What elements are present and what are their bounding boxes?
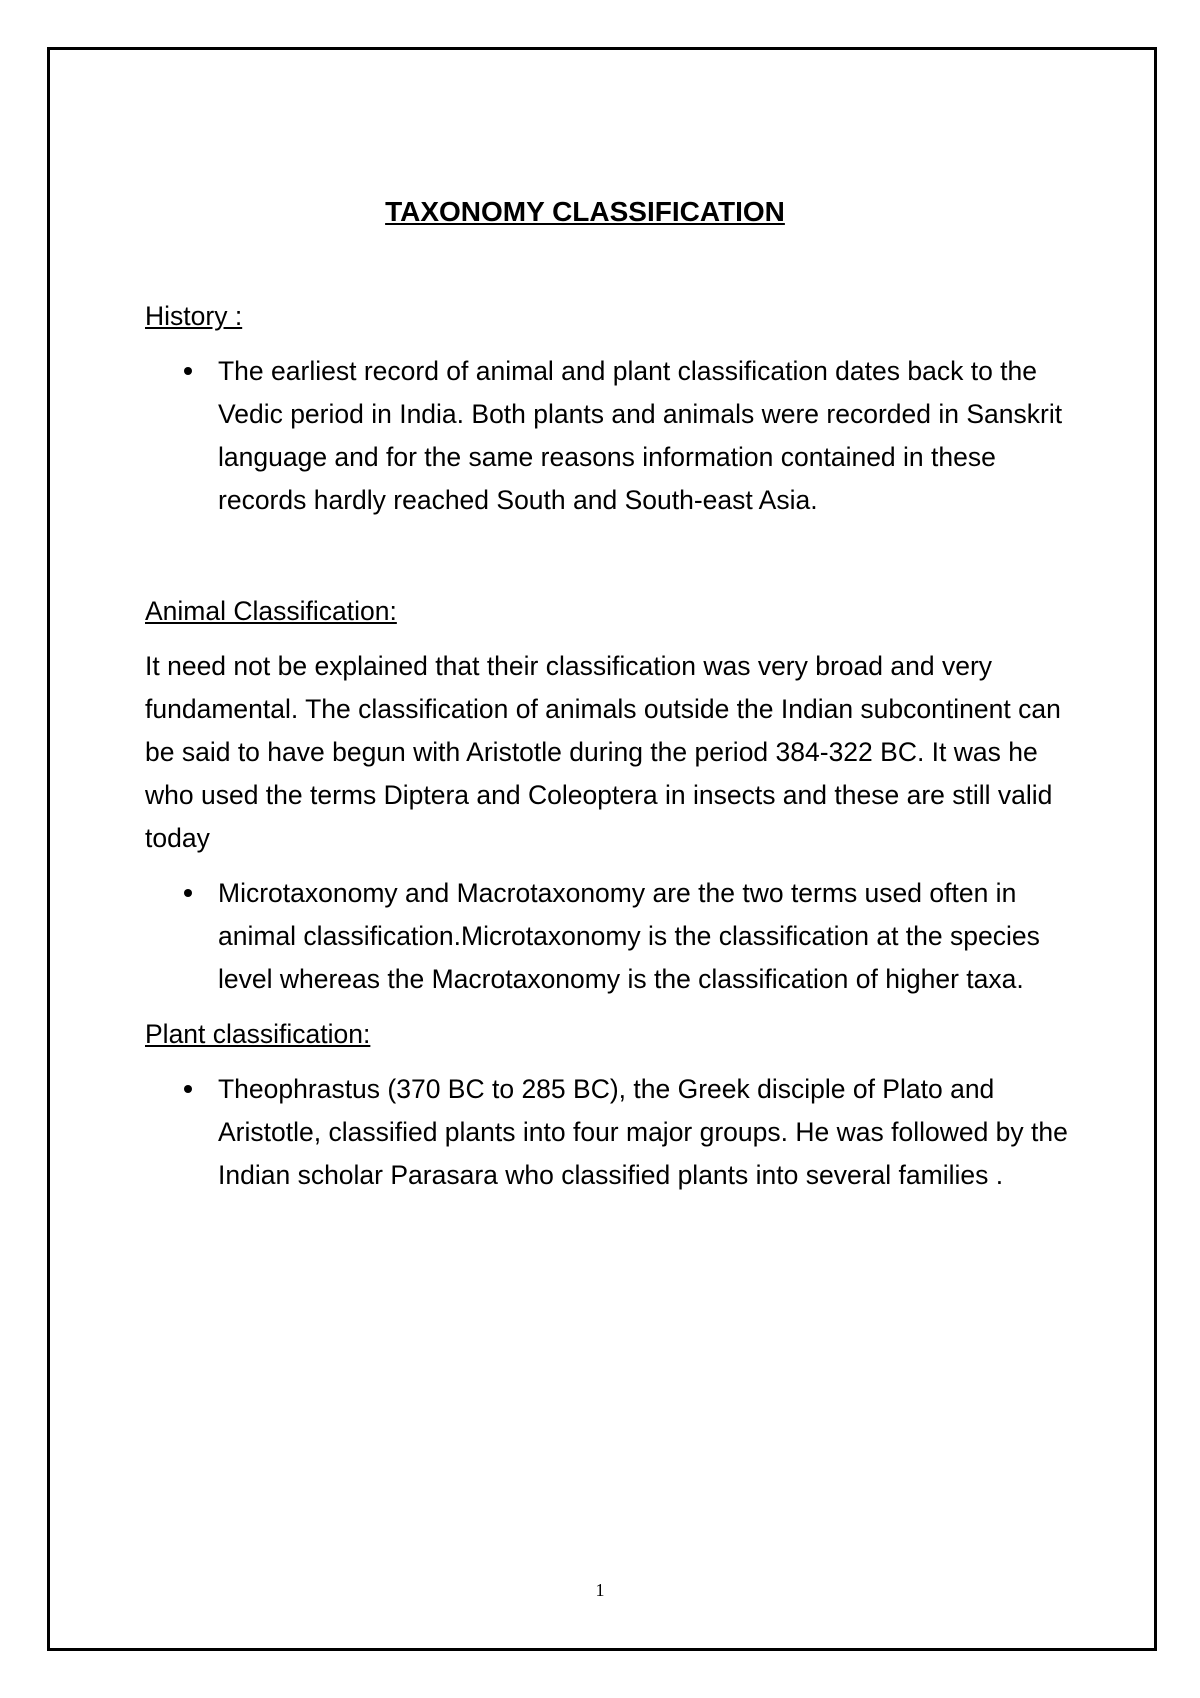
history-bullet-text: The earliest record of animal and plant classification dates back to the Vedic period in India. Both plants and animals were recorded in Sanskrit language and for the same reasons information contained in these records hardly reached South and South-east Asia.: [218, 356, 1063, 515]
plant-bullet-list: [145, 1068, 1075, 1197]
document-title: TAXONOMY CLASSIFICATION: [385, 196, 785, 227]
bullet-icon: [184, 1085, 192, 1093]
bullet-icon: [184, 889, 192, 897]
list-item: [145, 1068, 1075, 1197]
list-item: [145, 872, 1075, 1001]
page-number: 1: [595, 1580, 605, 1600]
animal-classification-heading: Animal Classification:: [145, 596, 397, 626]
animal-bullet-text: Microtaxonomy and Macrotaxonomy are the two terms used often in animal classification.Microtaxonomy is the classification at the species level whereas the Macrotaxonomy is the classification of higher taxa.: [218, 878, 1040, 994]
list-item: [145, 350, 1075, 522]
history-heading: History :: [145, 301, 243, 331]
document-body: [145, 190, 1075, 1197]
plant-bullet-text: Theophrastus (370 BC to 285 BC), the Greek disciple of Plato and Aristotle, classified plants into four major groups. He was followed by the Indian scholar Parasara who classified plants into several families .: [218, 1074, 1068, 1190]
plant-classification-heading: Plant classification:: [145, 1019, 371, 1049]
bullet-icon: [184, 367, 192, 375]
history-bullet-list: [145, 350, 1075, 522]
animal-classification-paragraph: It need not be explained that their classification was very broad and very fundamental. The classification of animals outside the Indian subcontinent can be said to have begun with Aristotle during the period 384-322 BC. It was he who used the terms Diptera and Coleoptera in insects and these are still valid today: [145, 651, 1061, 853]
animal-bullet-list: [145, 872, 1075, 1001]
